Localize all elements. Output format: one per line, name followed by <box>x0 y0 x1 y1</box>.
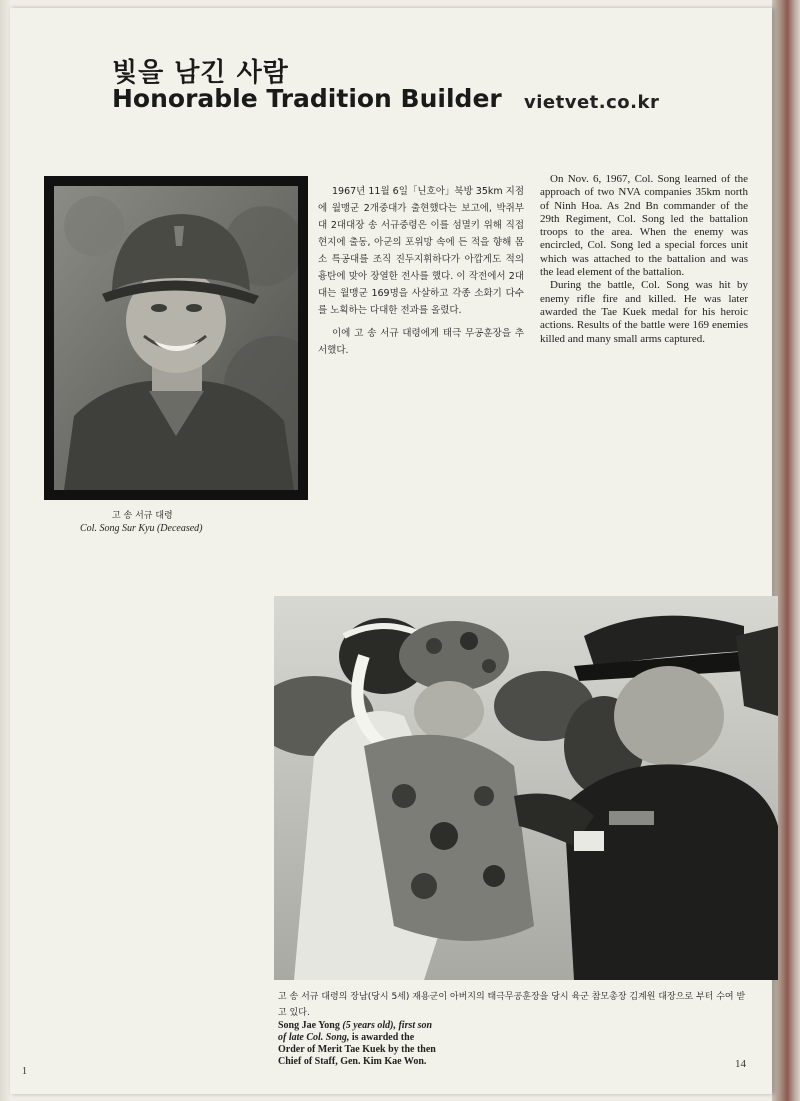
article-english-paragraph-1: On Nov. 6, 1967, Col. Song learned of the approach of two NVA companies 35km north of Ninh Hoa. As 2nd Bn commander of the 29th Regiment, Col. Song led the battalion troops to the area. When the enemy was encircled, Col. Song led a special forces unit which was attached to the battalion and was the lead element of the battalion. <box>540 173 748 279</box>
title-korean: 빛을 남긴 사람 <box>112 58 289 88</box>
article-korean-paragraph-1: 1967년 11월 6일「닌호아」북방 35km 지점에 월맹군 2개중대가 출현했다는 보고에, 박쥐부대 2대대장 송 서규중령은 이를 섬멸키 위해 직접 현지에 출동, 아군의 포위망 속에 든 적을 향해 몸소 특공대를 조직 진두지휘하다가 아깝게도 적의 흉탄에 맞아 장열한 전사를 했다. 이 작전에서 2대대는 월맹군 169명을 사살하고 각종 소화기 다수를 노획하는 다대한 전과를 올렸다. <box>318 186 525 316</box>
ceremony-caption-korean: 고 송 서규 대령의 장남(당시 5세) 재용군이 아버지의 태극무공훈장을 당시 육군 참모총장 김계원 대장으로 부터 수여 받고 있다. <box>278 992 746 1018</box>
portrait-photo <box>44 176 308 500</box>
portrait-image <box>54 186 298 490</box>
website-watermark: vietvet.co.kr <box>524 92 660 113</box>
ceremony-photo <box>274 596 778 980</box>
ceremony-caption-name: Song Jae Yong <box>278 1020 340 1031</box>
portrait-caption-name: Col. Song Sur Kyu <box>80 523 155 534</box>
portrait-illustration <box>54 186 298 490</box>
article-korean <box>318 183 524 365</box>
portrait-caption-korean: 고 송 서규 대령 <box>112 511 173 521</box>
margin-mark: 1 <box>22 1066 27 1077</box>
ceremony-caption-age: (5 years old), first son of late Col. Song, <box>278 1020 433 1043</box>
binding-strip <box>0 0 10 1101</box>
ceremony-caption-english <box>278 1020 438 1068</box>
article-english <box>540 173 748 346</box>
article-korean-paragraph-2: 이에 고 송 서규 대령에게 태극 무공훈장을 추서했다. <box>318 328 524 356</box>
title-english: Honorable Tradition Builder <box>112 84 502 113</box>
portrait-caption-english <box>80 523 202 534</box>
portrait-caption-status: (Deceased) <box>156 523 203 534</box>
page-number: 14 <box>735 1058 746 1070</box>
ceremony-illustration <box>274 596 778 980</box>
ceremony-caption-rest: is awarded the Order of Merit Tae Kuek by the then Chief of Staff, Gen. Kim Kae Won. <box>278 1032 436 1067</box>
article-english-paragraph-2: During the battle, Col. Song was hit by enemy rifle fire and killed. He was later awarded the Tae Kuek medal for his heroic actions. Results of the battle were 169 enemies killed and many small arms captured. <box>540 279 748 345</box>
